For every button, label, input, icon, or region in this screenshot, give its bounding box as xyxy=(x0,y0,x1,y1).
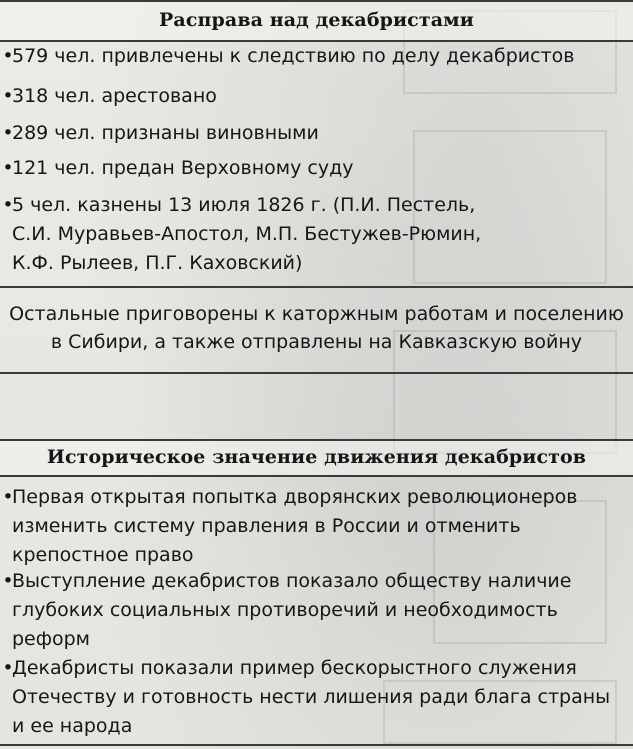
bullet-icon: • xyxy=(2,122,14,144)
section1-item-1 xyxy=(0,42,620,71)
section1-item-4 xyxy=(0,154,620,183)
bullet-icon: • xyxy=(2,570,14,592)
section2-item-2-text: Выступление декабристов показало обществу наличие глубоких социальных противоречий и необходимость реформ xyxy=(12,570,572,650)
section1-item-5 xyxy=(0,191,620,281)
section2-item-3 xyxy=(0,654,620,742)
section1-item-3-text: 289 чел. признаны виновными xyxy=(12,122,319,144)
section1-item-2-text: 318 чел. арестовано xyxy=(12,85,217,107)
section2-item-1 xyxy=(0,483,620,571)
section1-item-2 xyxy=(0,82,620,111)
section2-item-1-text: Первая открытая попытка дворянских революционеров изменить систему правления в России и отменить крепостное право xyxy=(12,486,578,566)
section1-note: Остальные приговорены к каторжным работам и поселению в Сибири, а также отправлены на Кавказскую войну xyxy=(9,303,624,353)
divider xyxy=(0,744,633,746)
section1-item-4-text: 121 чел. предан Верховному суду xyxy=(12,157,354,179)
section1-title: Расправа над декабристами xyxy=(159,9,474,31)
bullet-icon: • xyxy=(2,85,14,107)
divider xyxy=(0,372,633,374)
section2-item-3-text: Декабристы показали пример бескорыстного служения Отечеству и готовность нести лишения ради блага страны и ее народа xyxy=(12,657,611,737)
bullet-icon: • xyxy=(2,194,14,216)
section1-item-5-text: 5 чел. казнены 13 июля 1826 г. (П.И. Пестель, С.И. Муравьев-Апостол, М.П. Бестужев-Рюмин, К.Ф. Рылеев, П.Г. Каховский) xyxy=(12,194,482,274)
bullet-icon: • xyxy=(2,157,14,179)
section1-item-1-text: 579 чел. привлечены к следствию по делу декабристов xyxy=(12,45,575,67)
section2-item-2 xyxy=(0,567,620,655)
section1-item-3 xyxy=(0,119,620,148)
section2-header xyxy=(0,439,633,477)
section2-title: Историческое значение движения декабристов xyxy=(46,446,587,468)
divider xyxy=(0,286,633,288)
section1-header xyxy=(0,0,633,42)
bullet-icon: • xyxy=(2,657,14,679)
bullet-icon: • xyxy=(2,45,14,67)
bullet-icon: • xyxy=(2,486,14,508)
